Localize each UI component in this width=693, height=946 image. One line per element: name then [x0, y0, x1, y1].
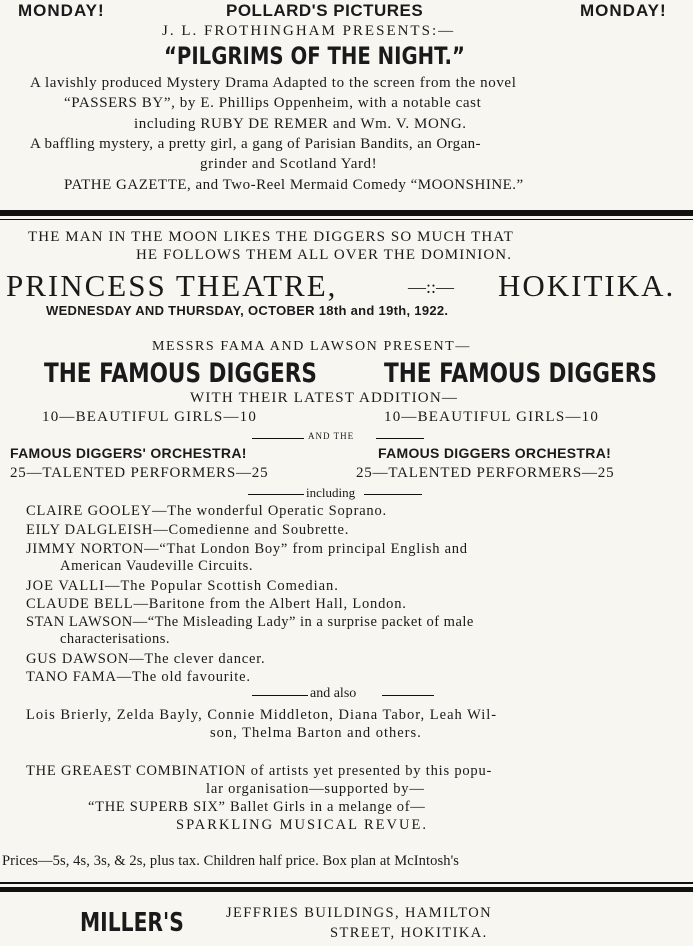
orchestra-left: FAMOUS DIGGERS' ORCHESTRA!: [10, 445, 247, 461]
combination-line: “THE SUPERB SIX” Ballet Girls in a melange of—: [88, 799, 426, 815]
theatre-name: PRINCESS THEATRE,: [6, 268, 338, 303]
day-right: MONDAY!: [580, 1, 667, 20]
presenter-line: J. L. FROTHINGHAM PRESENTS:—: [162, 23, 456, 39]
teaser-line: HE FOLLOWS THEM ALL OVER THE DOMINION.: [136, 247, 513, 263]
millers-ad: [0, 896, 693, 946]
description-line: A baffling mystery, a pretty girl, a gang of Parisian Bandits, an Organ-: [30, 136, 481, 152]
cast-member: CLAUDE BELL—Baritone from the Albert Hall, London.: [26, 596, 407, 612]
and-also-rule-left: [252, 695, 308, 696]
cast-member: EILY DALGLEISH—Comedienne and Soubrette.: [26, 522, 350, 538]
cast-member: TANO FAMA—The old favourite.: [26, 669, 251, 685]
and-the-label: AND THE: [308, 431, 355, 441]
cast-member: CLAIRE GOOLEY—The wonderful Operatic Soprano.: [26, 503, 387, 519]
film-title: “PILGRIMS OF THE NIGHT.”: [164, 42, 465, 70]
combination-line: SPARKLING MUSICAL REVUE.: [176, 817, 428, 833]
cast-member: STAN LAWSON—“The Misleading Lady” in a surprise packet of male: [26, 614, 474, 630]
description-line: including RUBY DE REMER and Wm. V. MONG.: [134, 116, 467, 132]
show-title-right: THE FAMOUS DIGGERS: [384, 358, 657, 389]
cast-member: characterisations.: [60, 631, 171, 647]
girls-left: 10—BEAUTIFUL GIRLS—10: [42, 409, 258, 425]
performers-right: 25—TALENTED PERFORMERS—25: [356, 465, 615, 481]
section-divider-thin: [0, 219, 693, 220]
cast-member: JOE VALLI—The Popular Scottish Comedian.: [26, 578, 339, 594]
latest-addition: WITH THEIR LATEST ADDITION—: [190, 390, 459, 406]
description-line: A lavishly produced Mystery Drama Adapted to the screen from the novel: [30, 75, 517, 91]
others-line: son, Thelma Barton and others.: [210, 725, 422, 741]
millers-name: MILLER'S: [80, 908, 184, 938]
show-dates: WEDNESDAY AND THURSDAY, OCTOBER 18th and 19th, 1922.: [46, 303, 449, 318]
cast-member: American Vaudeville Circuits.: [60, 558, 254, 574]
description-line: grinder and Scotland Yard!: [200, 156, 378, 172]
others-line: Lois Brierly, Zelda Bayly, Connie Middleton, Diana Tabor, Leah Wil-: [26, 707, 498, 723]
pollards-ad: [0, 0, 693, 210]
including-rule-right: [364, 494, 422, 495]
section-divider: [0, 882, 693, 884]
show-title-left: THE FAMOUS DIGGERS: [44, 358, 317, 389]
including-label: including: [306, 485, 356, 500]
pollards-heading: POLLARD'S PICTURES: [226, 1, 424, 20]
and-the-rule-left: [252, 438, 304, 439]
description-line: “PASSERS BY”, by E. Phillips Oppenheim, with a notable cast: [64, 95, 482, 111]
millers-address: STREET, HOKITIKA.: [330, 925, 488, 941]
including-rule-left: [248, 494, 304, 495]
section-divider: [0, 887, 693, 892]
day-left: MONDAY!: [18, 1, 105, 20]
orchestra-right: FAMOUS DIGGERS ORCHESTRA!: [378, 445, 612, 461]
prices-line: Prices—5s, 4s, 3s, & 2s, plus tax. Children half price. Box plan at McIntosh's: [2, 853, 460, 869]
presenters-line: MESSRS FAMA AND LAWSON PRESENT—: [152, 339, 471, 354]
millers-address: JEFFRIES BUILDINGS, HAMILTON: [226, 905, 492, 921]
cast-member: JIMMY NORTON—“That London Boy” from principal English and: [26, 541, 468, 557]
girls-right: 10—BEAUTIFUL GIRLS—10: [384, 409, 600, 425]
name-separator: —::—: [408, 277, 455, 297]
combination-line: THE GREAEST COMBINATION of artists yet presented by this popu-: [26, 763, 493, 779]
and-also-label: and also: [310, 686, 357, 701]
princess-theatre-ad: [0, 224, 693, 869]
combination-line: lar organisation—supported by—: [206, 781, 425, 797]
and-the-rule-right: [376, 438, 424, 439]
theatre-town: HOKITIKA.: [498, 268, 676, 303]
cast-member: GUS DAWSON—The clever dancer.: [26, 651, 266, 667]
section-divider: [0, 210, 693, 216]
performers-left: 25—TALENTED PERFORMERS—25: [10, 465, 269, 481]
description-line: PATHE GAZETTE, and Two-Reel Mermaid Comedy “MOONSHINE.”: [64, 177, 524, 193]
teaser-line: THE MAN IN THE MOON LIKES THE DIGGERS SO MUCH THAT: [28, 229, 514, 245]
and-also-rule-right: [382, 695, 434, 696]
